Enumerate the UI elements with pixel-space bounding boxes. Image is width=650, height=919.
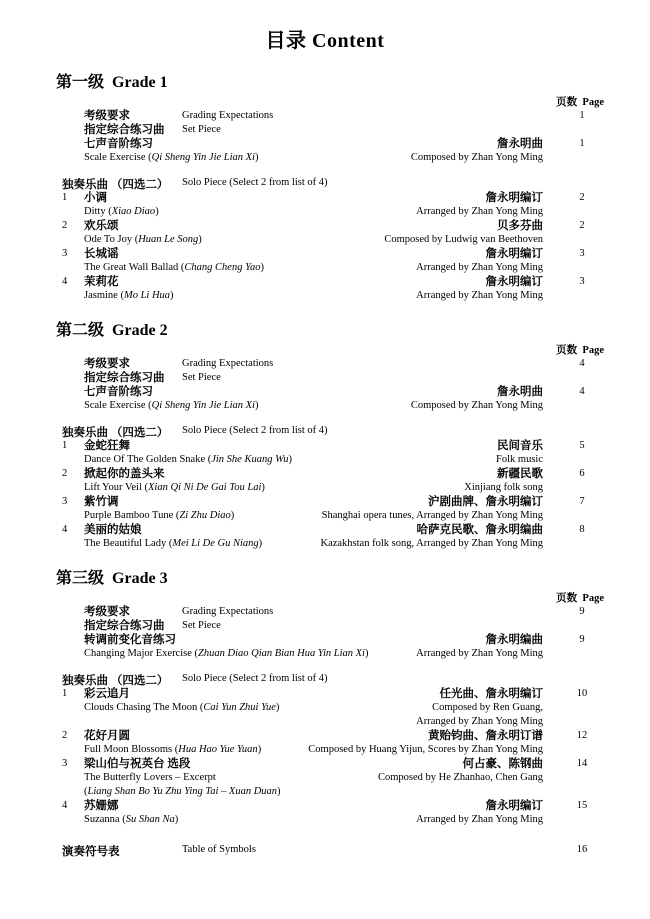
- exercise-cn-title: 七声音阶练习: [84, 138, 153, 150]
- page-column-header-en: Page: [582, 593, 604, 604]
- piece-en-pinyin: Huan Le Song: [138, 234, 199, 245]
- piece-page: 5: [579, 440, 585, 451]
- piece-credit-cn: 任光曲、詹永明编订: [439, 688, 543, 700]
- piece-number: 1: [62, 440, 68, 451]
- exercise-credit-cn: 詹永明曲: [497, 138, 543, 150]
- piece-en-pinyin: Liang Shan Bo Yu Zhu Ying Tai – Xuan Duan: [87, 786, 278, 797]
- piece-credit-cn: 民间音乐: [497, 440, 543, 452]
- solo-piece-header-en: Solo Piece (Select 2 from list of 4): [182, 673, 328, 684]
- piece-en-pinyin-line: (Liang Shan Bo Yu Zhu Ying Tai – Xuan Duan): [84, 786, 281, 797]
- piece-credit-en: Arranged by Zhan Yong Ming: [416, 206, 543, 217]
- piece-number: 3: [62, 758, 68, 769]
- piece-en-pinyin: Mei Li De Gu Niang: [172, 538, 259, 549]
- solo-piece-header: [0, 176, 650, 191]
- solo-piece-header-en: Solo Piece (Select 2 from list of 4): [182, 177, 328, 188]
- grade-section-header-cn: 第二级: [56, 322, 105, 339]
- page-column-header-cn: 页数: [556, 345, 578, 356]
- grade-section-header-en: Grade 3: [112, 570, 168, 587]
- piece-page: 6: [579, 468, 585, 479]
- grade-section-header: [56, 317, 650, 340]
- piece-en-title: Ditty (Xiao Diao): [84, 206, 159, 217]
- piece-cn-title: 苏姗娜: [84, 800, 119, 812]
- piece-page: 7: [579, 496, 585, 507]
- piece-row-en: [0, 453, 650, 467]
- spacer: [0, 661, 650, 672]
- grade-section-header-spacer: [104, 570, 112, 587]
- exercise-credit-cn: 詹永明编曲: [485, 634, 543, 646]
- piece-credit-cn: 黄贻钧曲、詹永明订谱: [428, 730, 543, 742]
- grade-section-header-cn: 第三级: [56, 570, 105, 587]
- piece-en-pinyin: Mo Li Hua: [123, 290, 171, 301]
- requirement-cn: 指定综合练习曲: [84, 124, 165, 136]
- piece-row-cn: [0, 275, 650, 289]
- piece-number: 4: [62, 800, 68, 811]
- piece-page: 2: [579, 192, 585, 203]
- piece-credit-cn: 詹永明编订: [485, 248, 543, 260]
- piece-row-cn: [0, 687, 650, 701]
- solo-piece-header-cn: 独奏乐曲 （四选二）: [62, 675, 169, 687]
- piece-en-title: Jasmine (Mo Li Hua): [84, 290, 174, 301]
- piece-credit-en: Xinjiang folk song: [464, 482, 543, 493]
- table-of-symbols-en: Table of Symbols: [182, 844, 256, 855]
- piece-cn-title: 金蛇狂舞: [84, 440, 130, 452]
- piece-en-title: Clouds Chasing The Moon (Cai Yun Zhui Yue): [84, 702, 280, 713]
- piece-credit-en: Composed by Ludwig van Beethoven: [384, 234, 543, 245]
- piece-row-extra: [0, 785, 650, 799]
- requirement-page: 9: [579, 606, 585, 617]
- piece-cn-title: 花好月圆: [84, 730, 130, 742]
- piece-row-en: [0, 813, 650, 827]
- requirement-cn: 指定综合练习曲: [84, 620, 165, 632]
- grade-section-header-spacer: [104, 322, 112, 339]
- piece-credit-en: Composed by He Zhanhao, Chen Gang: [377, 772, 543, 783]
- grade-section: [0, 69, 650, 303]
- piece-en-title: Full Moon Blossoms (Hua Hao Yue Yuan): [84, 744, 262, 755]
- exercise-cn-title: 转调前变化音练习: [84, 634, 176, 646]
- piece-credit-cn: 何占豪、陈钢曲: [462, 758, 543, 770]
- piece-number: 4: [62, 276, 68, 287]
- grade-section-header: [56, 565, 650, 588]
- page-column-header: [0, 342, 650, 356]
- piece-row-en: [0, 509, 650, 523]
- requirement-en: Grading Expectations: [182, 358, 274, 369]
- requirement-row: [0, 109, 650, 123]
- piece-row-en: [0, 261, 650, 275]
- piece-credit-cn: 詹永明编订: [485, 192, 543, 204]
- piece-credit-cn: 詹永明编订: [485, 276, 543, 288]
- solo-piece-header-cn: 独奏乐曲 （四选二）: [62, 427, 169, 439]
- requirement-en: Set Piece: [182, 372, 221, 383]
- piece-page: 12: [576, 730, 588, 741]
- piece-credit-cn: 詹永明编订: [485, 800, 543, 812]
- exercise-row-cn: [0, 137, 650, 151]
- piece-credit-cn: 贝多芬曲: [497, 220, 543, 232]
- piece-cn-title: 欢乐颂: [84, 220, 119, 232]
- piece-row-en: [0, 233, 650, 247]
- piece-en-pinyin: Chang Cheng Yao: [184, 262, 261, 273]
- spacer: [0, 165, 650, 176]
- piece-cn-title: 彩云追月: [84, 688, 130, 700]
- piece-credit-en: Arranged by Zhan Yong Ming: [416, 814, 543, 825]
- requirement-cn: 考级要求: [84, 606, 130, 618]
- grade-section-header: [56, 69, 650, 92]
- requirement-en: Set Piece: [182, 124, 221, 135]
- exercise-en-title: Scale Exercise (Qi Sheng Yin Jie Lian Xi): [84, 152, 259, 163]
- piece-number: 4: [62, 524, 68, 535]
- piece-number: 2: [62, 220, 68, 231]
- piece-credit-en: Arranged by Zhan Yong Ming: [416, 262, 543, 273]
- piece-page: 15: [576, 800, 588, 811]
- requirement-cn: 考级要求: [84, 110, 130, 122]
- exercise-row-en: [0, 399, 650, 413]
- piece-credit-en: Composed by Ren Guang,: [432, 702, 543, 713]
- piece-number: 3: [62, 248, 68, 259]
- grade-section-header-en: Grade 1: [112, 74, 168, 91]
- page-column-header-en: Page: [582, 345, 604, 356]
- piece-credit-en: Arranged by Zhan Yong Ming: [416, 290, 543, 301]
- page-column-header: [0, 94, 650, 108]
- piece-number: 2: [62, 730, 68, 741]
- piece-en-pinyin: Jin She Kuang Wu: [211, 454, 289, 465]
- piece-row-en: [0, 771, 650, 785]
- exercise-page: 9: [579, 634, 585, 645]
- piece-cn-title: 小调: [84, 192, 107, 204]
- piece-page: 3: [579, 248, 585, 259]
- page-column-header-cn: 页数: [556, 593, 578, 604]
- exercise-credit-en: Arranged by Zhan Yong Ming: [416, 648, 543, 659]
- piece-row-cn: [0, 467, 650, 481]
- grade-section-header-spacer: [104, 74, 112, 91]
- piece-en-pinyin: Xiao Diao: [111, 206, 156, 217]
- exercise-row-en: [0, 151, 650, 165]
- piece-row-cn: [0, 247, 650, 261]
- piece-row-en: [0, 289, 650, 303]
- grade-section: [0, 317, 650, 551]
- requirement-row: [0, 371, 650, 385]
- requirement-row: [0, 619, 650, 633]
- solo-piece-header: [0, 424, 650, 439]
- piece-row-cn: [0, 439, 650, 453]
- requirement-cn: 指定综合练习曲: [84, 372, 165, 384]
- exercise-credit-cn: 詹永明曲: [497, 386, 543, 398]
- piece-cn-title: 长城谣: [84, 248, 119, 260]
- solo-piece-header-en: Solo Piece (Select 2 from list of 4): [182, 425, 328, 436]
- table-of-symbols-page: 16: [576, 844, 588, 855]
- page-column-header-label: [556, 590, 604, 605]
- piece-row-cn: [0, 495, 650, 509]
- requirement-row: [0, 357, 650, 371]
- page-column-header-en: Page: [582, 97, 604, 108]
- piece-en-title: Purple Bamboo Tune (Zi Zhu Diao): [84, 510, 235, 521]
- page-column-header-cn: 页数: [556, 97, 578, 108]
- exercise-row-en: [0, 647, 650, 661]
- piece-row-cn: [0, 523, 650, 537]
- piece-en-title: The Great Wall Ballad (Chang Cheng Yao): [84, 262, 264, 273]
- page-column-header: [0, 590, 650, 604]
- exercise-page: 1: [579, 138, 585, 149]
- exercise-en-title: Changing Major Exercise (Zhuan Diao Qian Bian Hua Yin Lian Xi): [84, 648, 369, 659]
- piece-en-title: Dance Of The Golden Snake (Jin She Kuang Wu): [84, 454, 293, 465]
- piece-en-pinyin: Xian Qi Ni De Gai Tou Lai: [147, 482, 262, 493]
- piece-en-pinyin: Su Shan Na: [125, 814, 175, 825]
- piece-credit-en: Kazakhstan folk song, Arranged by Zhan Yong Ming: [320, 538, 543, 549]
- piece-row-en: [0, 481, 650, 495]
- piece-en-title: The Butterfly Lovers – Excerpt: [84, 772, 216, 783]
- page-column-header-label: [556, 94, 604, 109]
- grade-section-header-en: Grade 2: [112, 322, 168, 339]
- table-of-symbols-row: [0, 843, 650, 859]
- page-title-cn: 目录: [265, 30, 307, 52]
- exercise-credit-en: Composed by Zhan Yong Ming: [410, 400, 543, 411]
- piece-en-pinyin: Zi Zhu Diao: [179, 510, 231, 521]
- piece-row-en: [0, 701, 650, 715]
- exercise-en-pinyin: Qi Sheng Yin Jie Lian Xi: [151, 400, 255, 411]
- piece-row-en: [0, 537, 650, 551]
- page-title-en: Content: [312, 30, 385, 52]
- exercise-page: 4: [579, 386, 585, 397]
- exercise-en-pinyin: Zhuan Diao Qian Bian Hua Yin Lian Xi: [198, 648, 365, 659]
- piece-number: 3: [62, 496, 68, 507]
- requirement-en: Set Piece: [182, 620, 221, 631]
- requirement-en: Grading Expectations: [182, 606, 274, 617]
- piece-row-cn: [0, 799, 650, 813]
- requirement-page: 4: [579, 358, 585, 369]
- page-column-header-label: [556, 342, 604, 357]
- piece-en-title: The Beautiful Lady (Mei Li De Gu Niang): [84, 538, 263, 549]
- spacer: [0, 413, 650, 424]
- piece-page: 14: [576, 758, 588, 769]
- piece-row-cn: [0, 219, 650, 233]
- piece-row-cn: [0, 729, 650, 743]
- piece-credit-en: Shanghai opera tunes, Arranged by Zhan Yong Ming: [321, 510, 543, 521]
- exercise-row-cn: [0, 633, 650, 647]
- table-of-symbols-cn: 演奏符号表: [62, 846, 120, 858]
- piece-row-en: [0, 743, 650, 757]
- requirement-cn: 考级要求: [84, 358, 130, 370]
- piece-page: 2: [579, 220, 585, 231]
- piece-number: 1: [62, 688, 68, 699]
- piece-row-extra: [0, 715, 650, 729]
- piece-credit-cn: 沪剧曲牌、詹永明编订: [428, 496, 543, 508]
- exercise-row-cn: [0, 385, 650, 399]
- piece-number: 1: [62, 192, 68, 203]
- piece-credit-cn: 新疆民歌: [497, 468, 543, 480]
- exercise-cn-title: 七声音阶练习: [84, 386, 153, 398]
- solo-piece-header-cn: 独奏乐曲 （四选二）: [62, 179, 169, 191]
- piece-credit-en-extra: Arranged by Zhan Yong Ming: [416, 716, 543, 727]
- piece-cn-title: 紫竹调: [84, 496, 119, 508]
- piece-number: 2: [62, 468, 68, 479]
- piece-cn-title: 掀起你的盖头来: [84, 468, 165, 480]
- piece-credit-en: Folk music: [496, 454, 543, 465]
- piece-en-title: Suzanna (Su Shan Na): [84, 814, 179, 825]
- piece-cn-title: 梁山伯与祝英台 选段: [84, 758, 191, 770]
- grade-section-header-cn: 第一级: [56, 74, 105, 91]
- piece-en-title: Ode To Joy (Huan Le Song): [84, 234, 202, 245]
- piece-credit-cn: 哈萨克民歌、詹永明编曲: [416, 524, 543, 536]
- exercise-credit-en: Composed by Zhan Yong Ming: [410, 152, 543, 163]
- piece-en-title: Lift Your Veil (Xian Qi Ni De Gai Tou Lai): [84, 482, 265, 493]
- exercise-en-pinyin: Qi Sheng Yin Jie Lian Xi: [151, 152, 255, 163]
- requirement-row: [0, 605, 650, 619]
- piece-cn-title: 美丽的姑娘: [84, 524, 142, 536]
- requirement-page: 1: [579, 110, 585, 121]
- piece-row-cn: [0, 191, 650, 205]
- piece-page: 8: [579, 524, 585, 535]
- piece-cn-title: 茉莉花: [84, 276, 119, 288]
- grade-section: [0, 565, 650, 827]
- piece-page: 10: [576, 688, 588, 699]
- piece-credit-en: Composed by Huang Yijun, Scores by Zhan Yong Ming: [308, 744, 543, 755]
- sections-container: [0, 69, 650, 827]
- requirement-row: [0, 123, 650, 137]
- exercise-en-title: Scale Exercise (Qi Sheng Yin Jie Lian Xi): [84, 400, 259, 411]
- requirement-en: Grading Expectations: [182, 110, 274, 121]
- piece-row-cn: [0, 757, 650, 771]
- page-title: [0, 0, 650, 55]
- piece-en-pinyin: Cai Yun Zhui Yue: [203, 702, 276, 713]
- piece-row-en: [0, 205, 650, 219]
- piece-en-pinyin: Hua Hao Yue Yuan: [178, 744, 258, 755]
- solo-piece-header: [0, 672, 650, 687]
- piece-page: 3: [579, 276, 585, 287]
